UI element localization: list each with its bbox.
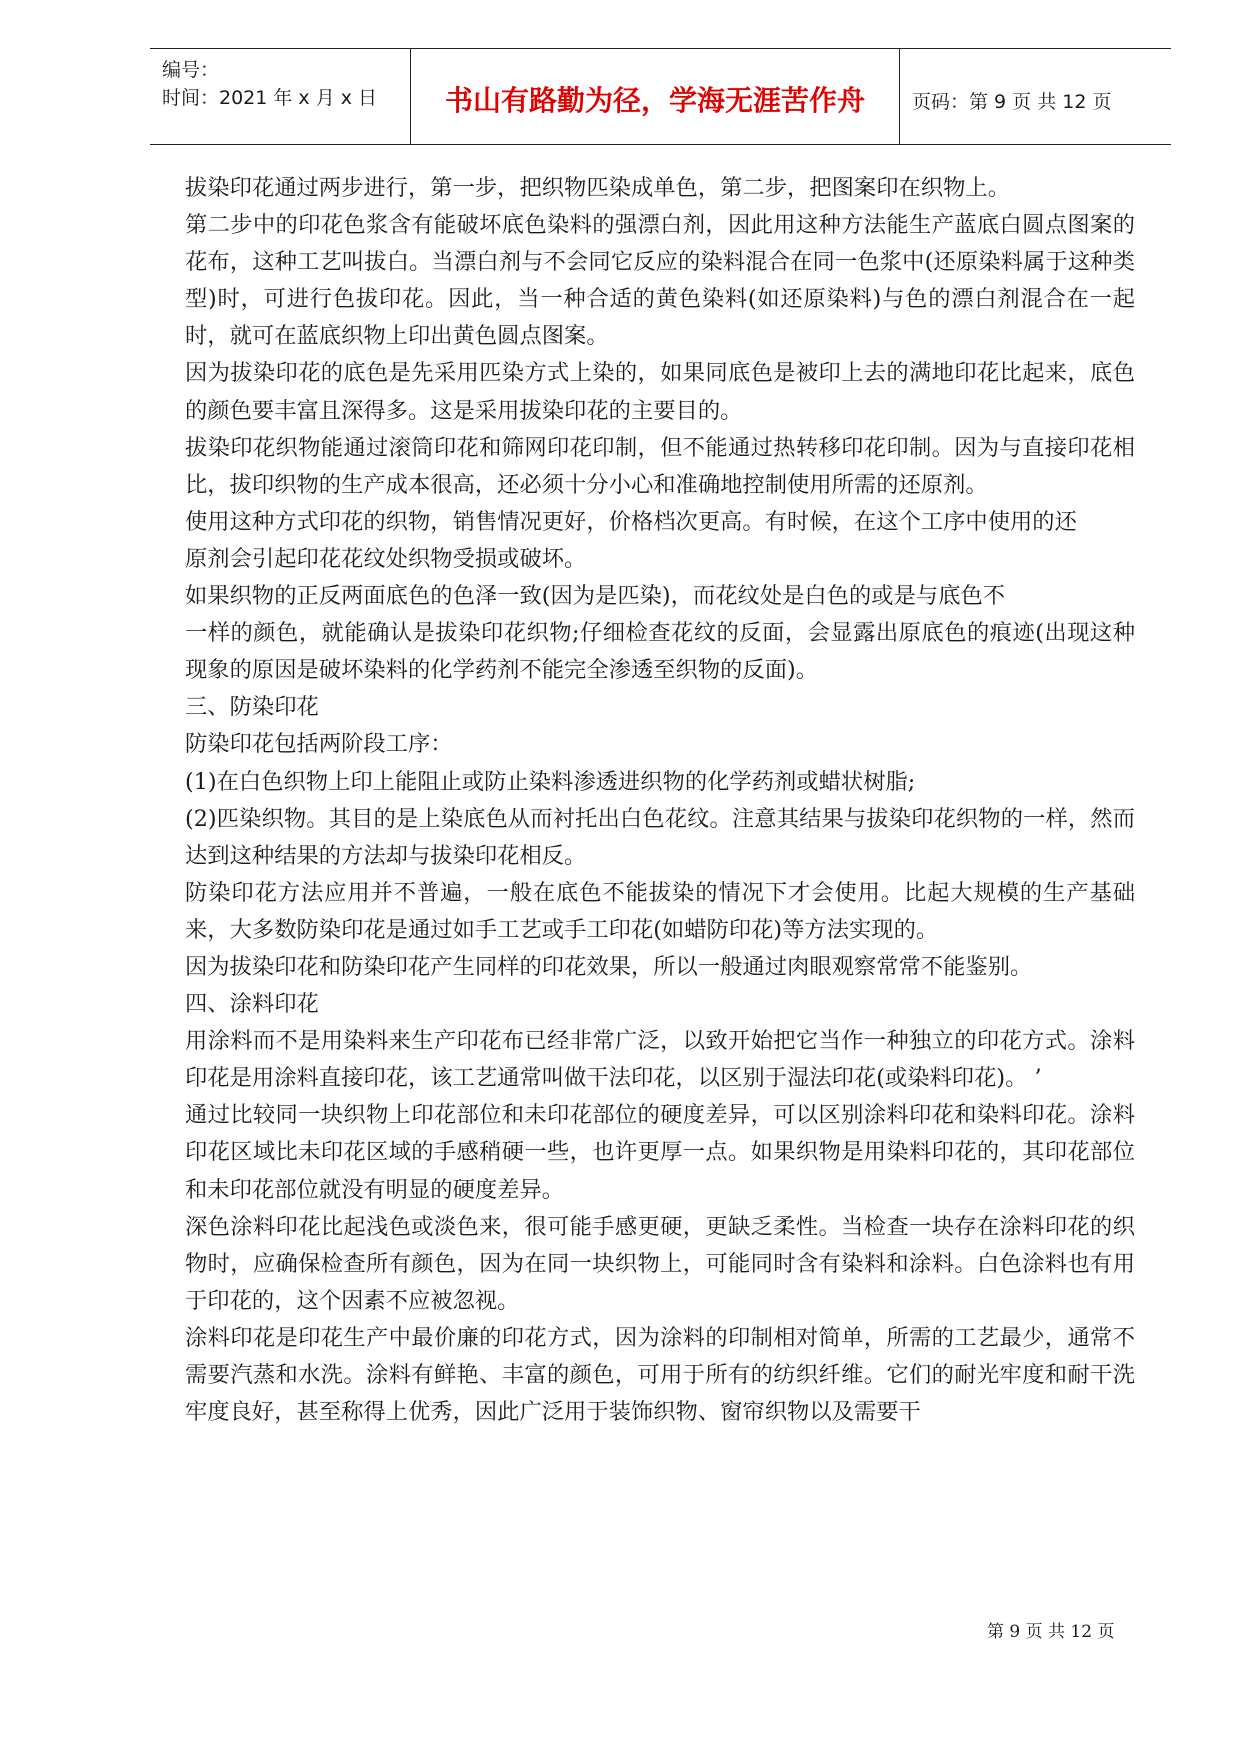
header-motto-cell [410, 49, 900, 144]
header-info-cell [150, 49, 410, 144]
header-page-cell [900, 49, 1171, 144]
paragraph: 如果织物的正反两面底色的色泽一致(因为是匹染)，而花纹处是白色的或是与底色不 [185, 583, 1006, 610]
number-label: 编号： [162, 59, 220, 81]
section-heading: 四、涂料印花 [185, 991, 319, 1018]
paragraph: 深色涂料印花比起浅色或淡色来，很可能手感更硬，更缺乏柔性。当检查一块存在涂料印花的织物时，应确保检查所有颜色，因为在同一块织物上，可能同时含有染料和涂料。白色涂料也有用于印花的，这个因素不应被忽视。 [185, 1213, 1135, 1314]
paragraph: 防染印花方法应用并不普遍，一般在底色不能拔染的情况下才会使用。比起大规模的生产基础来，大多数防染印花是通过如手工艺或手工印花(如蜡防印花)等方法实现的。 [185, 879, 1135, 943]
paragraph: 使用这种方式印花的织物，销售情况更好，价格档次更高。有时候，在这个工序中使用的还 [185, 508, 1077, 535]
paragraph: 用涂料而不是用染料来生产印花布已经非常广泛，以致开始把它当作一种独立的印花方式。涂料印花是用涂料直接印花，该工艺通常叫做干法印花，以区别于湿法印花(或染料印花)。 ’ [185, 1028, 1135, 1092]
paragraph: 因为拔染印花和防染印花产生同样的印花效果，所以一般通过肉眼观察常常不能鉴别。 [185, 953, 1033, 980]
paragraph: 一样的颜色，就能确认是拔染印花织物;仔细检查花纹的反面，会显露出原底色的痕迹(出现这种现象的原因是破坏染料的化学药剂不能完全渗透至织物的反面)。 [185, 620, 1135, 684]
paragraph: 防染印花包括两阶段工序： [185, 731, 453, 758]
paragraph: 拔染印花织物能通过滚筒印花和筛网印花印制，但不能通过热转移印花印制。因为与直接印花相比，拔印织物的生产成本很高，还必须十分小心和准确地控制使用所需的还原剂。 [185, 434, 1135, 498]
paragraph: (2)匹染织物。其目的是上染底色从而衬托出白色花纹。注意其结果与拔染印花织物的一样，然而达到这种结果的方法却与拔染印花相反。 [185, 805, 1135, 869]
section-heading: 三、防染印花 [185, 694, 319, 721]
paragraph: (1)在白色织物上印上能阻止或防止染料渗透进织物的化学药剂或蜡状树脂; [185, 768, 916, 795]
time-label: 时间：2021 年 x 月 x 日 [162, 87, 378, 109]
paragraph: 因为拔染印花的底色是先采用匹染方式上染的，如果同底色是被印上去的满地印花比起来，底色的颜色要丰富且深得多。这是采用拔染印花的主要目的。 [185, 360, 1135, 424]
page-footer: 第 9 页 共 12 页 [987, 1622, 1115, 1642]
document-body [185, 170, 1135, 1431]
paragraph: 原剂会引起印花花纹处织物受损或破坏。 [185, 545, 587, 572]
paragraph: 拔染印花通过两步进行，第一步，把织物匹染成单色，第二步，把图案印在织物上。 [185, 175, 1010, 201]
page-label: 页码：第 9 页 共 12 页 [912, 91, 1112, 113]
motto: 书山有路勤为径，学海无涯苦作舟 [444, 84, 865, 117]
paragraph: 通过比较同一块织物上印花部位和未印花部位的硬度差异，可以区别涂料印花和染料印花。涂料印花区域比未印花区域的手感稍硬一些，也许更厚一点。如果织物是用染料印花的，其印花部位和未印花部位就没有明显的硬度差异。 [185, 1102, 1135, 1203]
page-header [150, 48, 1171, 145]
paragraph: 第二步中的印花色浆含有能破坏底色染料的强漂白剂，因此用这种方法能生产蓝底白圆点图案的花布，这种工艺叫拔白。当漂白剂与不会同它反应的染料混合在同一色浆中(还原染料属于这种类型)时，可进行色拔印花。因此，当一种合适的黄色染料(如还原染料)与色的漂白剂混合在一起时，就可在蓝底织物上印出黄色圆点图案。 [185, 212, 1135, 350]
paragraph: 涂料印花是印花生产中最价廉的印花方式，因为涂料的印制相对简单，所需的工艺最少，通常不需要汽蒸和水洗。涂料有鲜艳、丰富的颜色，可用于所有的纺织纤维。它们的耐光牢度和耐干洗牢度良好，甚至称得上优秀，因此广泛用于装饰织物、窗帘织物以及需要干 [185, 1324, 1135, 1426]
